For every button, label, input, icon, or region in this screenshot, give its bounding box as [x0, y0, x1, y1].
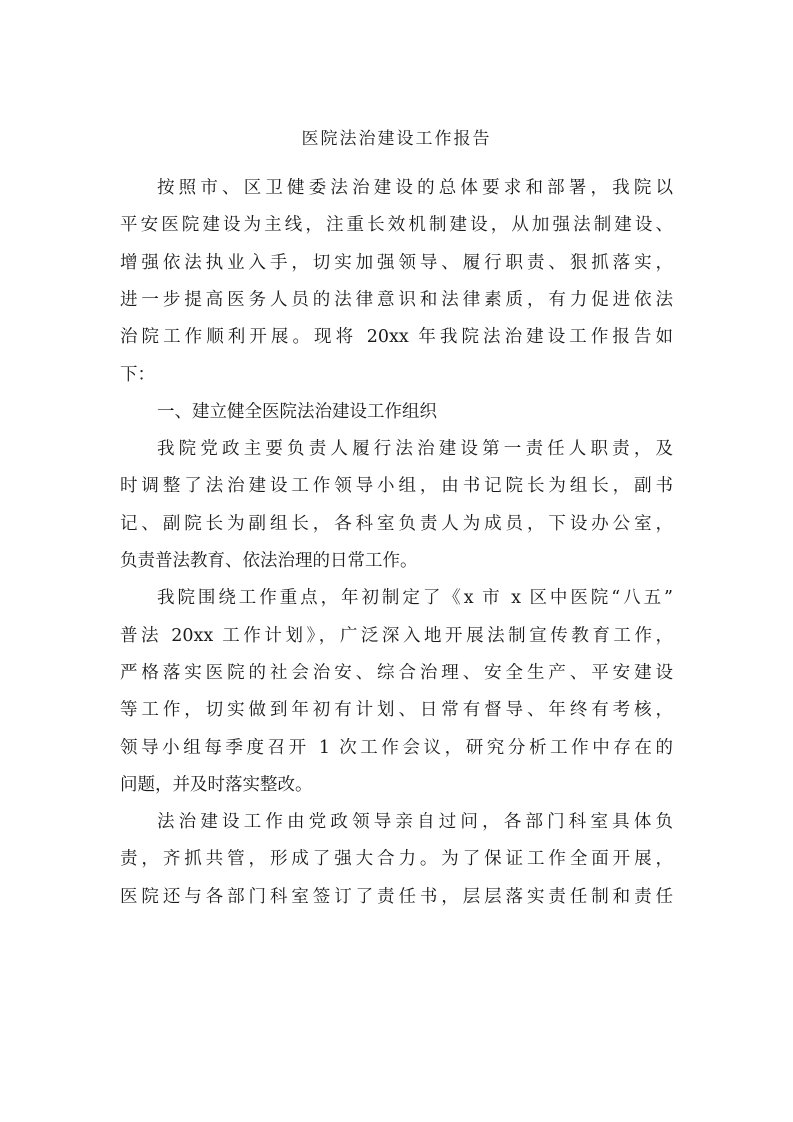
document-title: 医院法治建设工作报告	[301, 129, 492, 149]
text-line: 严格落实医院的社会治安、综合治理、安全生产、平安建设	[120, 662, 673, 683]
text-line: 问题，并及时落实整改。	[120, 774, 313, 795]
text-line: 进一步提高医务人员的法律意识和法律素质，有力促进依法	[120, 289, 673, 310]
text-line: 我院围绕工作重点，年初制定了《x 市 x 区中医院“八五”	[157, 588, 673, 609]
text-line: 增强依法执业入手，切实加强领导、履行职责、狠抓落实，	[120, 252, 673, 273]
text-line: 责，齐抓共管，形成了强大合力。为了保证工作全面开展，	[120, 849, 673, 870]
text-line: 按照市、区卫健委法治建设的总体要求和部署，我院以	[157, 178, 673, 198]
text-line: 医院还与各部门科室签订了责任书，层层落实责任制和责任	[120, 886, 673, 907]
text-line: 平安医院建设为主线，注重长效机制建设，从加强法制建设、	[120, 215, 673, 236]
text-line: 下：	[120, 364, 155, 385]
text-line: 治院工作顺利开展。现将 20xx 年我院法治建设工作报告如	[120, 327, 673, 348]
text-line: 等工作，切实做到年初有计划、日常有督导、年终有考核，	[120, 700, 673, 721]
text-line: 一、建立健全医院法治建设工作组织	[157, 401, 437, 422]
text-line: 负责普法教育、依法治理的日常工作。	[120, 551, 418, 571]
text-line: 记、副院长为副组长，各科室负责人为成员，下设办公室，	[120, 513, 673, 534]
text-line: 普法 20xx 工作计划》，广泛深入地开展法制宣传教育工作，	[120, 625, 673, 646]
text-line: 法治建设工作由党政领导亲自过问，各部门科室具体负	[157, 812, 673, 833]
text-line: 我院党政主要负责人履行法治建设第一责任人职责，及	[157, 439, 673, 460]
text-line: 领导小组每季度召开 1 次工作会议，研究分析工作中存在的	[120, 737, 673, 758]
text-line: 时调整了法治建设工作领导小组，由书记院长为组长，副书	[120, 476, 673, 497]
